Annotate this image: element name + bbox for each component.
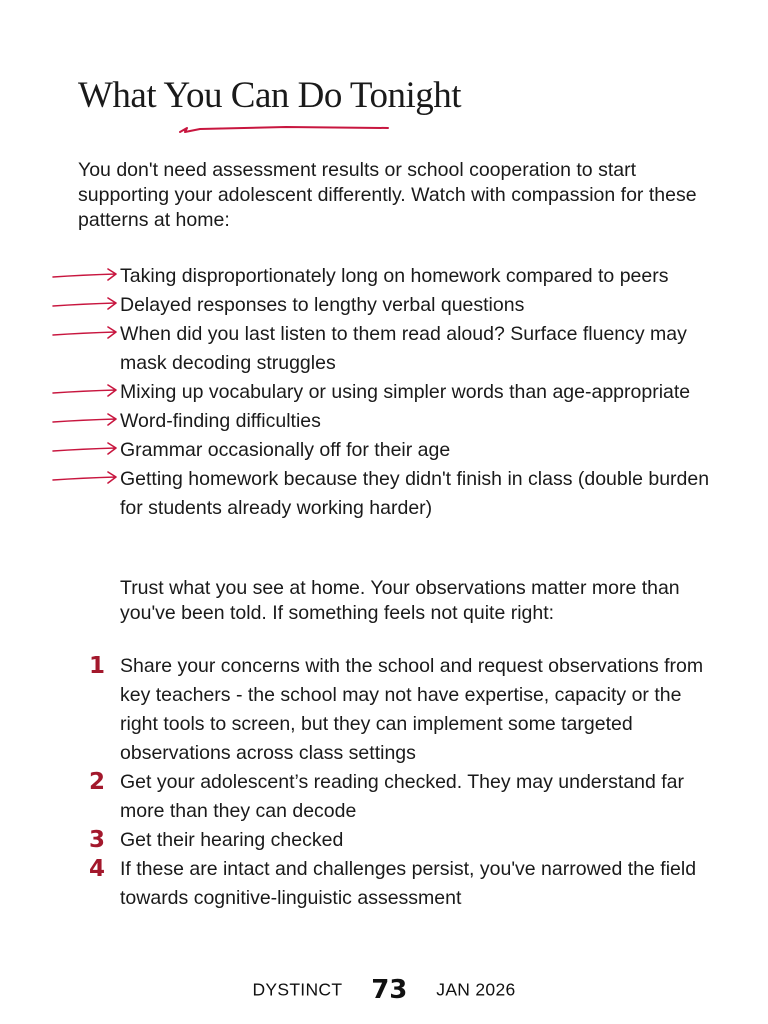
step-text: Get your adolescent’s reading checked. They may understand far more than they can decode [120, 771, 685, 822]
red-arrow-icon [52, 471, 118, 485]
step-text: If these are intact and challenges persist, you've narrowed the field towards cognitive-linguistic assessment [120, 858, 697, 909]
list-item [0, 768, 768, 826]
sign-text: Mixing up vocabulary or using simpler words than age-appropriate [120, 381, 691, 403]
page-title: What You Can Do Tonight [78, 75, 461, 116]
intro-paragraph: You don't need assessment results or school cooperation to start supporting your adolescent differently. Watch with compassion for these patterns at home: [78, 159, 697, 231]
step-number: 1 [88, 653, 105, 679]
sign-text: Taking disproportionately long on homework compared to peers [120, 265, 669, 287]
red-arrow-icon [52, 297, 118, 311]
sign-text: Getting homework because they didn't finish in class (double burden for students already working harder) [120, 468, 710, 519]
list-item [0, 407, 768, 436]
red-arrow-icon [52, 268, 118, 282]
sign-text: Word-finding difficulties [120, 410, 321, 432]
title-underline-icon [176, 122, 391, 136]
page-number: 73 [371, 975, 408, 1005]
list-item [0, 320, 768, 378]
step-text: Share your concerns with the school and request observations from key teachers - the school may not have expertise, capacity or the right tools to screen, but they can implement some targeted observations across class settings [120, 655, 704, 764]
signs-list [0, 262, 768, 523]
step-number: 4 [88, 856, 105, 882]
steps-list [0, 652, 768, 913]
step-text: Get their hearing checked [120, 829, 344, 851]
list-item [0, 378, 768, 407]
list-item [0, 652, 768, 768]
trust-paragraph: Trust what you see at home. Your observations matter more than you've been told. If something feels not quite right: [120, 577, 680, 624]
list-item [0, 262, 768, 291]
red-arrow-icon [52, 413, 118, 427]
magazine-name: DYSTINCT [252, 979, 343, 1000]
sign-text: Grammar occasionally off for their age [120, 439, 451, 461]
red-arrow-icon [52, 326, 118, 340]
list-item [0, 291, 768, 320]
list-item [0, 826, 768, 855]
page-footer [0, 975, 768, 1005]
step-number: 2 [88, 769, 105, 795]
sign-text: When did you last listen to them read aloud? Surface fluency may mask decoding struggles [120, 323, 687, 374]
red-arrow-icon [52, 442, 118, 456]
red-arrow-icon [52, 384, 118, 398]
list-item [0, 855, 768, 913]
issue-date: JAN 2026 [436, 979, 516, 1000]
list-item [0, 465, 768, 523]
list-item [0, 436, 768, 465]
step-number: 3 [88, 827, 105, 853]
sign-text: Delayed responses to lengthy verbal questions [120, 294, 525, 316]
